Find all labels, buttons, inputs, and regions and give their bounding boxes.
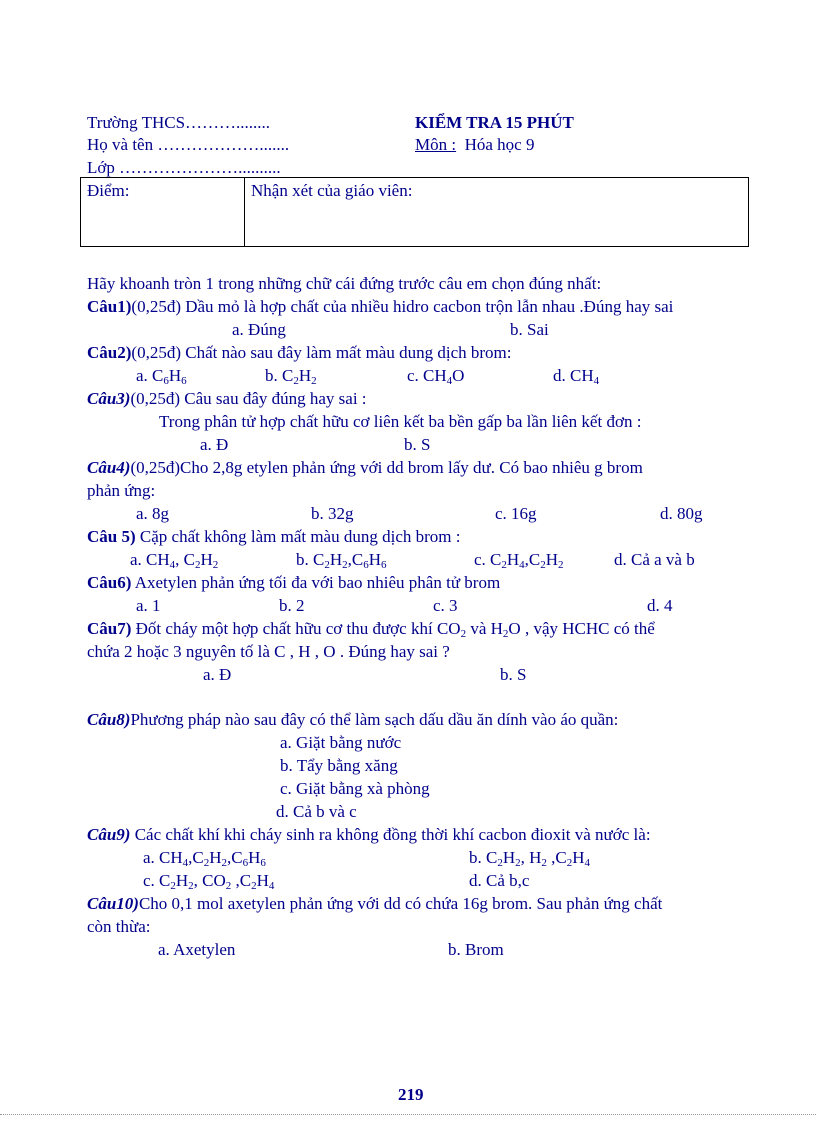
q5-option-c[interactable]: c. $C_2H_4,C_2H_2$ <box>474 550 564 571</box>
name-field: Họ và tên ………………....... <box>87 135 290 154</box>
instruction: Hãy khoanh tròn 1 trong những chữ cái đứng trước câu em chọn đúng nhất: <box>87 274 602 293</box>
q4-option-a[interactable]: a. 8g <box>136 504 170 523</box>
q4-option-b[interactable]: b. 32g <box>311 504 354 523</box>
q3-option-b[interactable]: b. S <box>404 435 431 454</box>
q8-option-b[interactable]: b. Tẩy bằng xăng <box>280 756 398 775</box>
question-1 <box>87 297 673 317</box>
question-8-text: Phương pháp nào sau đây có thể làm sạch dấu dầu ăn dính vào áo quần: <box>130 710 619 729</box>
q6-option-a[interactable]: a. 1 <box>136 596 161 615</box>
q10-option-a[interactable]: a. Axetylen <box>158 940 236 959</box>
q1-option-a[interactable]: a. Đúng <box>232 320 286 339</box>
question-7: Câu7) Đốt cháy một hợp chất hữu cơ thu được khí $CO_2$ và $H_2O$ , vậy HCHC có thể <box>87 619 655 640</box>
question-3 <box>87 389 367 409</box>
q6-option-c[interactable]: c. 3 <box>433 596 458 615</box>
q8-option-c[interactable]: c. Giặt bằng xà phòng <box>280 779 430 798</box>
question-2 <box>87 343 511 363</box>
question-3-label: Câu3) <box>87 389 131 408</box>
question-3-text: (0,25đ) Câu sau đây đúng hay sai : <box>130 389 367 408</box>
question-10-text-cont: còn thừa: <box>87 917 151 936</box>
q5-option-d[interactable]: d. Cả a và b <box>614 550 695 569</box>
q6-option-b[interactable]: b. 2 <box>279 596 305 615</box>
question-5-text: Cặp chất không làm mất màu dung dịch brom : <box>135 527 461 546</box>
question-1-label: Câu1) <box>87 297 132 316</box>
question-5-label: Câu 5) <box>87 527 136 546</box>
q7-option-a[interactable]: a. Đ <box>203 665 232 684</box>
class-field: Lớp ………………….......... <box>87 158 281 177</box>
q5-option-a[interactable]: a. $CH_4$, $C_2H_2$ <box>130 550 219 571</box>
q1-option-b[interactable]: b. Sai <box>510 320 549 339</box>
page-number: 219 <box>398 1085 424 1104</box>
q3-option-a[interactable]: a. Đ <box>200 435 229 454</box>
question-7-label: Câu7) <box>87 619 132 638</box>
question-10-label: Câu10) <box>87 894 139 913</box>
score-cell: Điểm: <box>81 178 245 247</box>
question-6-text: Axetylen phản ứng tối đa với bao nhiêu phân tử brom <box>131 573 501 592</box>
question-9 <box>87 825 651 845</box>
q7-option-b[interactable]: b. S <box>500 665 527 684</box>
question-5 <box>87 527 460 547</box>
q10-option-b[interactable]: b. Brom <box>448 940 504 959</box>
question-10-text: Cho 0,1 mol axetylen phản ứng với dd có chứa 16g brom. Sau phản ứng chất <box>138 894 663 913</box>
question-9-text: Các chất khí khi cháy sinh ra không đồng thời khí cacbon đioxit và nước là: <box>130 825 651 844</box>
q9-option-a[interactable]: a. $CH_4,C_2H_2,C_6H_6$ <box>143 848 266 869</box>
q9-option-d[interactable]: d. Cả b,c <box>469 871 530 890</box>
question-10 <box>87 894 662 914</box>
subject-value: Hóa học 9 <box>464 135 535 154</box>
q9-option-c[interactable]: c. $C_2H_2$, $CO_2$ $,C_2H_4$ <box>143 871 275 892</box>
q5-option-b[interactable]: b. $C_2H_2,C_6H_6$ <box>296 550 387 571</box>
question-1-text: (0,25đ) Dầu mỏ là hợp chất của nhiều hidro cacbon trộn lẫn nhau .Đúng hay sai <box>131 297 674 316</box>
question-6-label: Câu6) <box>87 573 132 592</box>
question-4 <box>87 458 643 478</box>
q2-option-a[interactable]: a. $C_6H_6$ <box>136 366 187 387</box>
question-4-text: (0,25đ)Cho 2,8g etylen phản ứng với dd brom lấy dư. Có bao nhiêu g brom <box>130 458 643 477</box>
q3-statement: Trong phân tử hợp chất hữu cơ liên kết ba bền gấp ba lần liên kết đơn : <box>159 412 642 431</box>
q2-option-c[interactable]: c. $CH_4O$ <box>407 366 465 387</box>
q4-option-c[interactable]: c. 16g <box>495 504 537 523</box>
question-2-label: Câu2) <box>87 343 132 362</box>
question-4-label: Câu4) <box>87 458 131 477</box>
question-8-label: Câu8) <box>87 710 131 729</box>
question-7-text-cont: chứa 2 hoặc 3 nguyên tố là C , H , O . Đúng hay sai ? <box>87 642 450 661</box>
subject-line <box>415 135 534 155</box>
question-2-text: (0,25đ) Chất nào sau đây làm mất màu dung dịch brom: <box>131 343 512 362</box>
q2-option-d[interactable]: d. $CH_4$ <box>553 366 600 387</box>
question-8 <box>87 710 618 730</box>
q6-option-d[interactable]: d. 4 <box>647 596 673 615</box>
exam-title: KIỂM TRA 15 PHÚT <box>415 113 574 132</box>
question-6 <box>87 573 500 593</box>
subject-label: Môn : <box>415 135 457 154</box>
q8-option-a[interactable]: a. Giặt bằng nước <box>280 733 402 752</box>
school-field: Trường THCS………........ <box>87 113 271 132</box>
page-bottom-divider <box>0 1114 816 1115</box>
q2-option-b[interactable]: b. $C_2H_2$ <box>265 366 317 387</box>
question-9-label: Câu9) <box>87 825 131 844</box>
q9-option-b[interactable]: b. $C_2H_2$, $H_2$ $,C_2H_4$ <box>469 848 591 869</box>
q8-option-d[interactable]: d. Cả b và c <box>276 802 357 821</box>
comment-cell: Nhận xét của giáo viên: <box>245 178 749 247</box>
q4-option-d[interactable]: d. 80g <box>660 504 703 523</box>
question-4-text-cont: phản ứng: <box>87 481 156 500</box>
grade-table <box>80 177 749 247</box>
